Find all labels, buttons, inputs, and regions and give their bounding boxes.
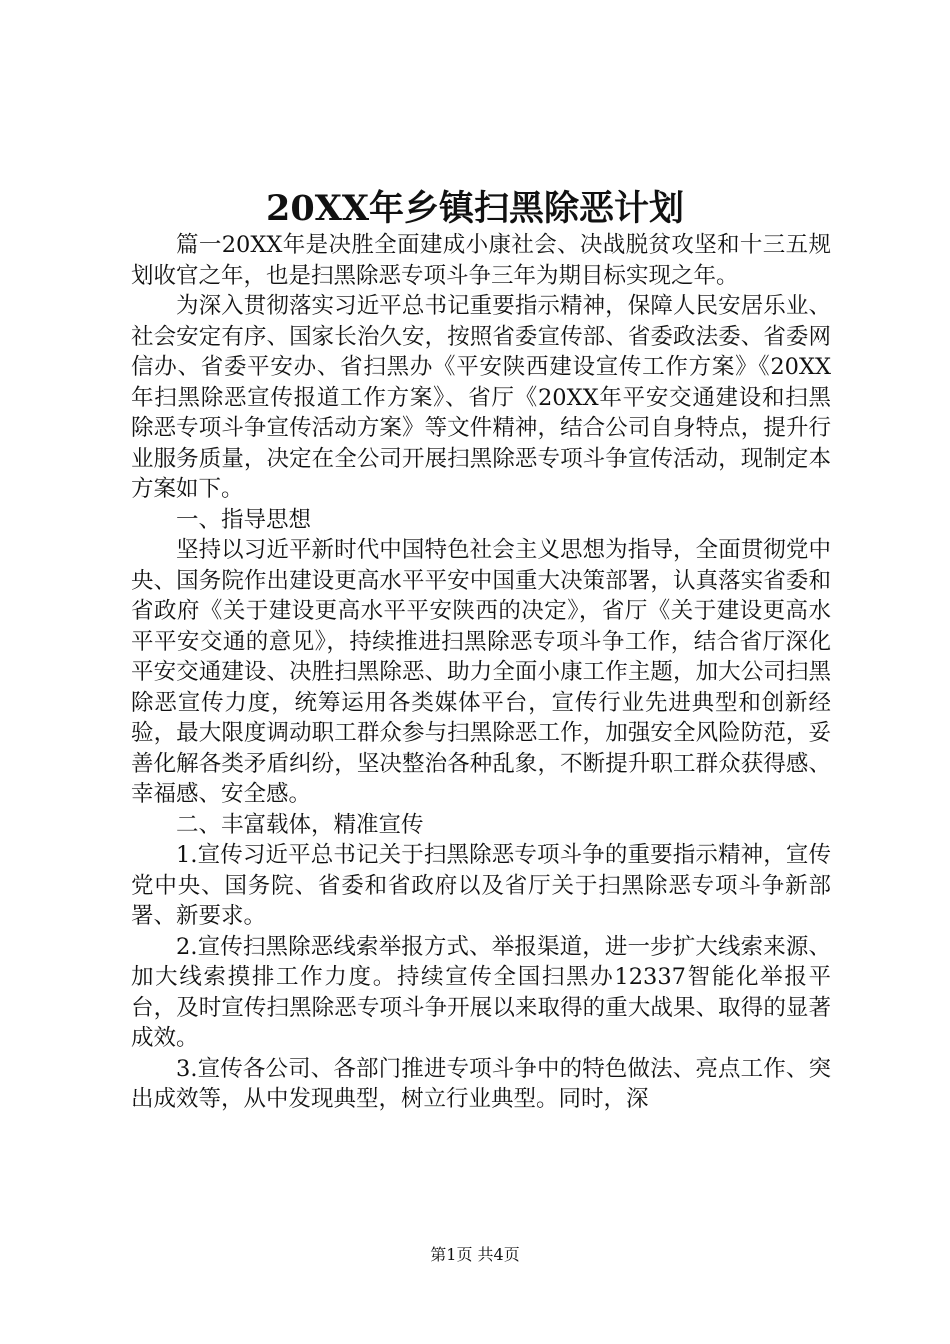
paragraph: 2.宣传扫黑除恶线索举报方式、举报渠道，进一步扩大线索来源、加大线索摸排工作力度。持续宣传全国扫黑办12337智能化举报平台，及时宣传扫黑除恶专项斗争开展以来取得的重大战果、取得的显著成效。: [131, 933, 831, 1051]
page-footer: 第1页 共4页: [430, 1245, 520, 1264]
paragraph: 为深入贯彻落实习近平总书记重要指示精神，保障人民安居乐业、社会安定有序、国家长治久安，按照省委宣传部、省委政法委、省委网信办、省委平安办、省扫黑办《平安陕西建设宣传工作方案》《20XX年扫黑除恶宣传报道工作方案》、省厅《20XX年平安交通建设和扫黑除恶专项斗争宣传活动方案》等文件精神，结合公司自身特点，提升行业服务质量，决定在全公司开展扫黑除恶专项斗争宣传活动，现制定本方案如下。: [131, 293, 831, 502]
document-title: 20XX年乡镇扫黑除恶计划: [265, 188, 685, 229]
paragraph: 坚持以习近平新时代中国特色社会主义思想为指导，全面贯彻党中央、国务院作出建设更高水平平安中国重大决策部署，认真落实省委和省政府《关于建设更高水平平安陕西的决定》，省厅《关于建设更高水平平安交通的意见》，持续推进扫黑除恶专项斗争工作，结合省厅深化平安交通建设、决胜扫黑除恶、助力全面小康工作主题，加大公司扫黑除恶宣传力度，统筹运用各类媒体平台，宣传行业先进典型和创新经验，最大限度调动职工群众参与扫黑除恶工作，加强安全风险防范，妥善化解各类矛盾纠纷，坚决整治各种乱象，不断提升职工群众获得感、幸福感、安全感。: [131, 537, 831, 807]
section-heading: 一、指导思想: [176, 506, 312, 533]
section-heading: 二、丰富载体，精准宣传: [176, 811, 424, 838]
document-body: [131, 230, 831, 1115]
paragraph: 1.宣传习近平总书记关于扫黑除恶专项斗争的重要指示精神，宣传党中央、国务院、省委和省政府以及省厅关于扫黑除恶专项斗争新部署、新要求。: [131, 842, 831, 929]
paragraph: 3.宣传各公司、各部门推进专项斗争中的特色做法、亮点工作、突出成效等，从中发现典型，树立行业典型。同时，深: [131, 1055, 831, 1112]
paragraph: 篇一20XX年是决胜全面建成小康社会、决战脱贫攻坚和十三五规划收官之年，也是扫黑除恶专项斗争三年为期目标实现之年。: [131, 232, 831, 289]
